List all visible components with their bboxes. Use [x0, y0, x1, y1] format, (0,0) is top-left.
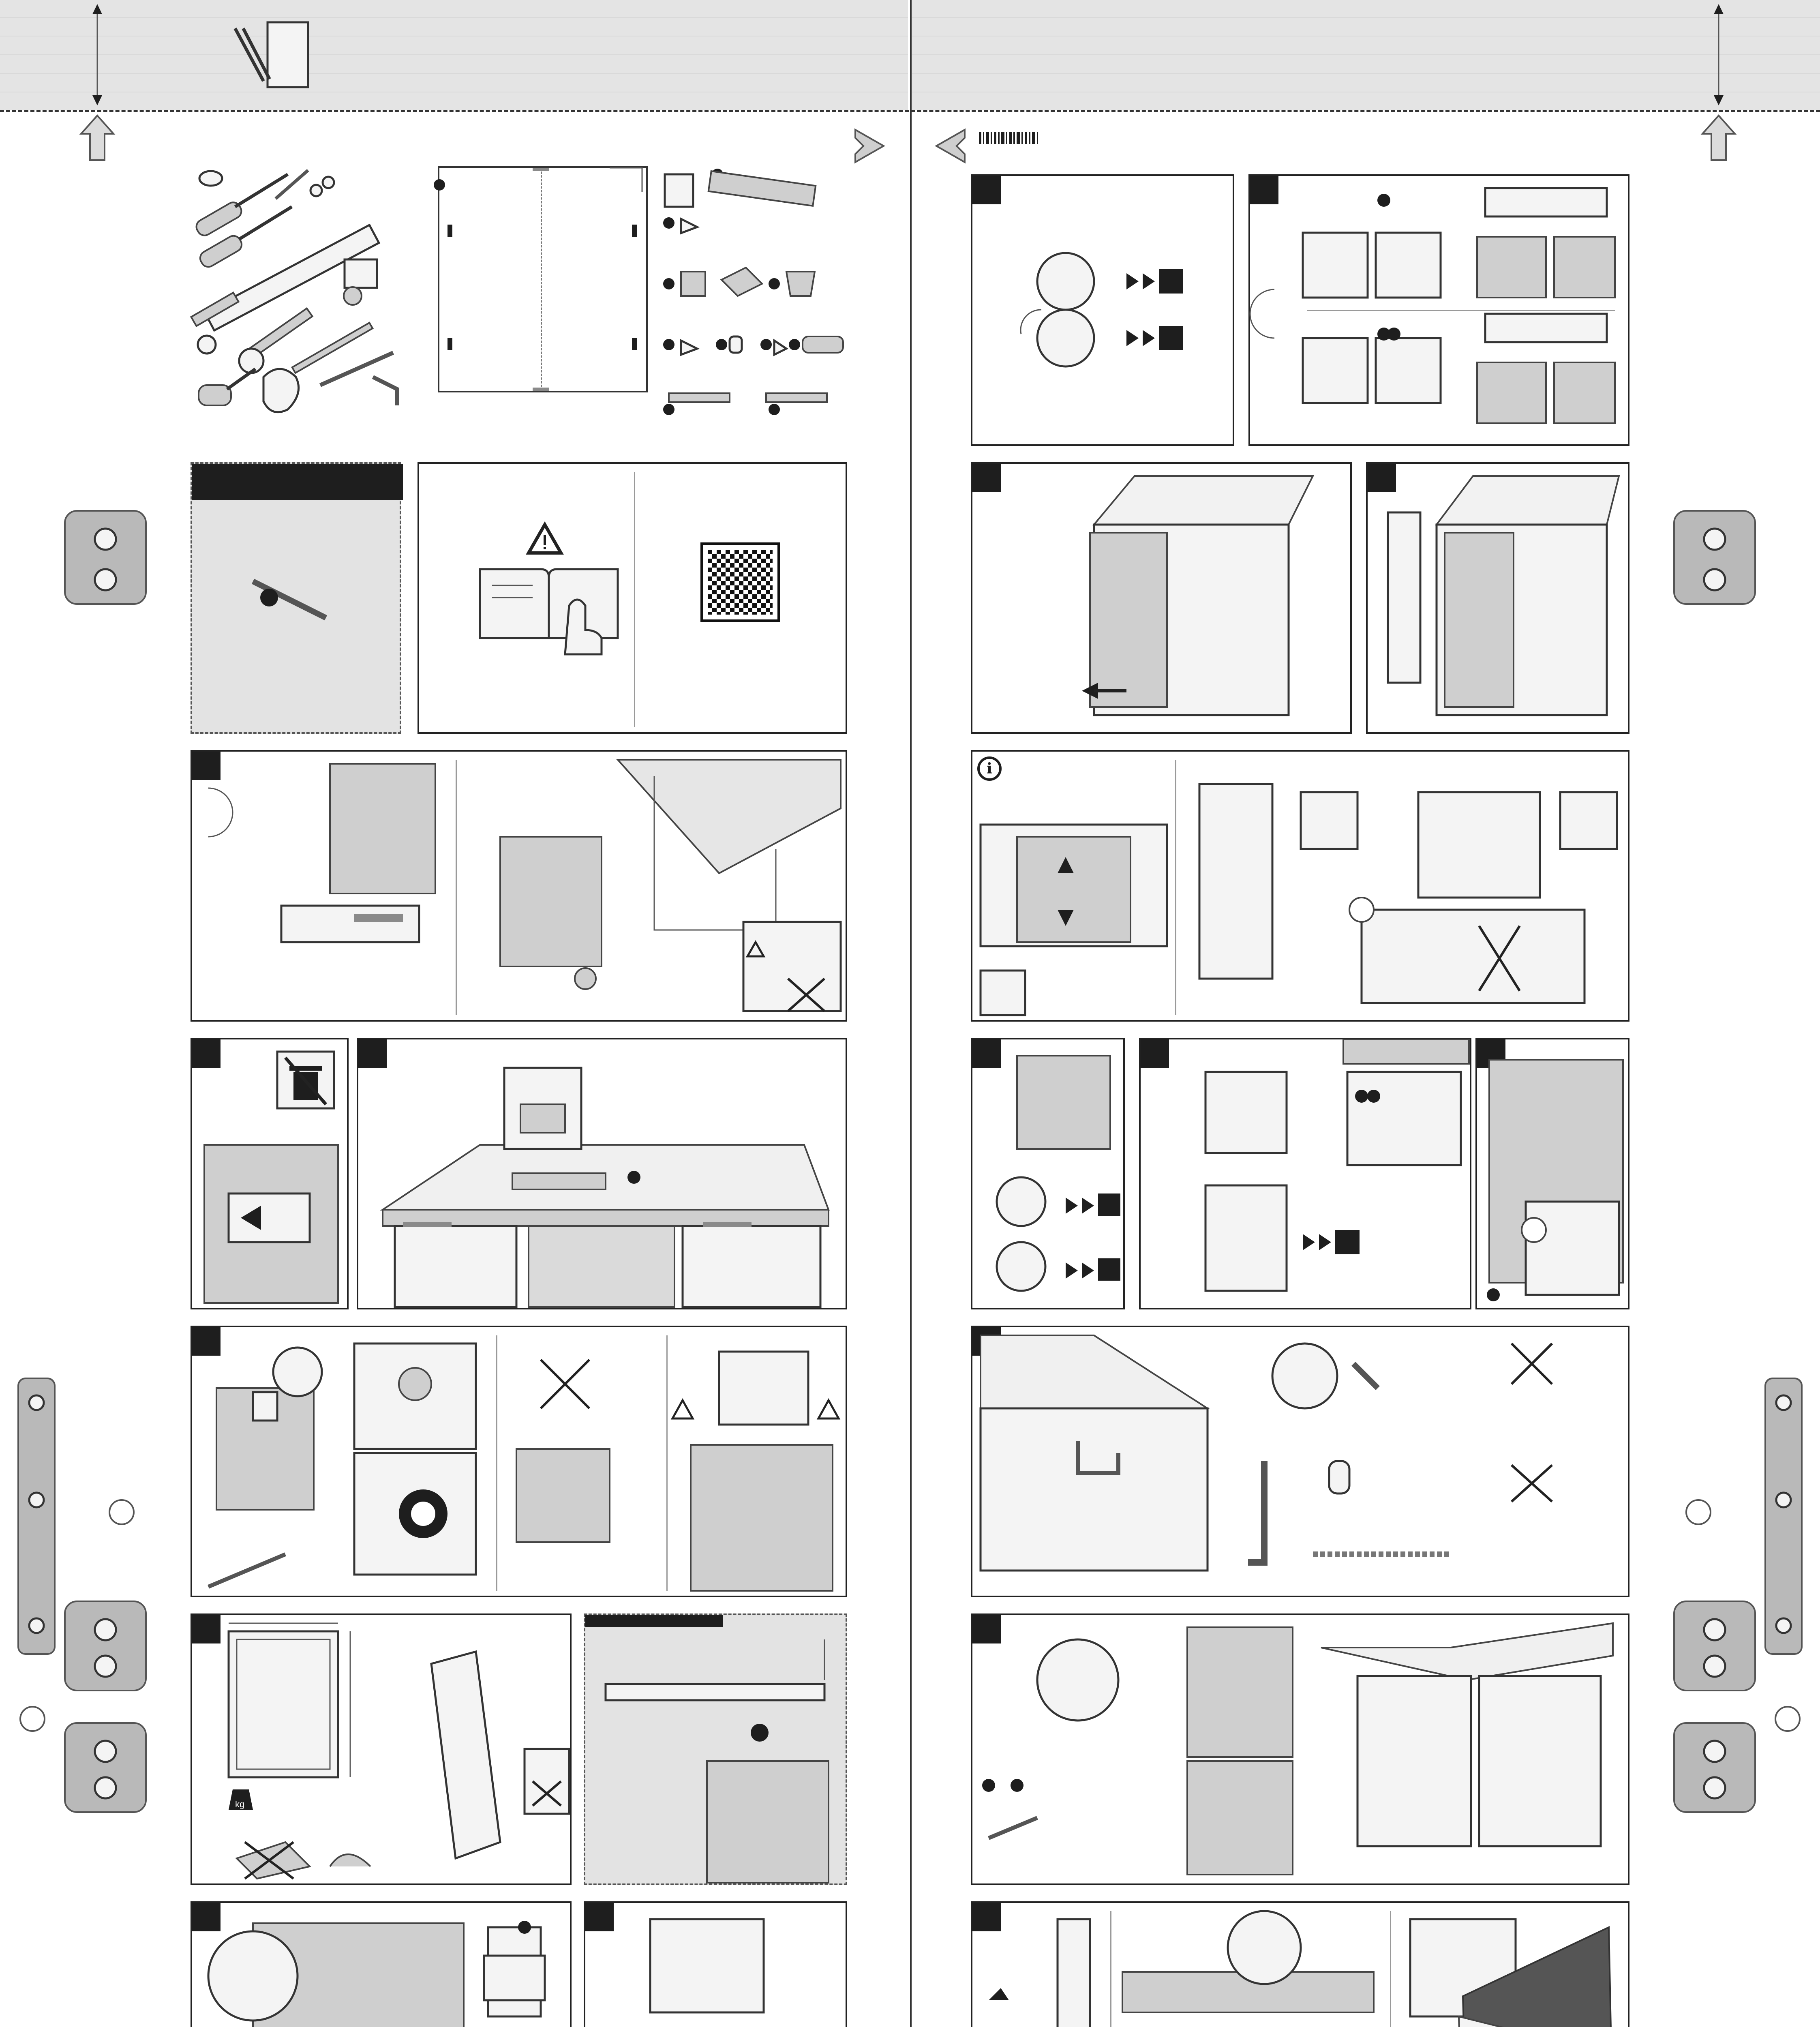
step-panel-template-strip [191, 462, 401, 734]
water-connection-illustration [972, 1327, 1631, 1599]
step-panel-template-fix [584, 1901, 847, 2027]
svg-text:kg: kg [235, 1799, 245, 1809]
alignment-illustration [972, 1615, 1631, 1887]
step-panel-check-type [971, 174, 1234, 446]
niche-illustration [192, 752, 849, 1023]
height-adjust-illustration [192, 1327, 849, 1599]
template-marks [439, 168, 646, 391]
hinge-spring-illustration [1250, 176, 1631, 448]
step-panel-alignment [971, 1613, 1629, 1885]
step-panel-height-grey [584, 1613, 847, 1885]
step-panel-appliance-insert-2 [1366, 462, 1629, 734]
step-panel-height-adjust [191, 1326, 847, 1597]
tools-illustration [182, 158, 426, 418]
step-panel-hinge-spring [1248, 174, 1629, 446]
fold-line [910, 0, 912, 2027]
appliance-insert-illustration [972, 464, 1353, 735]
step-panel-side-panel [971, 1038, 1125, 1309]
level-illustration [972, 1903, 1631, 2027]
step-panel-packaging [191, 1038, 349, 1309]
door-adjust-illustration [972, 752, 1631, 1023]
parts-list [657, 158, 884, 422]
kg-weight-icon [229, 1789, 253, 1810]
step-panel-gap [1139, 1038, 1471, 1309]
step-panel-niche [191, 750, 847, 1022]
appliance-insert-2-illustration [1368, 464, 1631, 735]
header-graphics [0, 0, 1820, 170]
step-panel-hinge-cut [191, 1901, 572, 2027]
side-markers-right [1650, 0, 1820, 2027]
step-panel-level [971, 1901, 1629, 2027]
packaging-illustration [192, 1039, 350, 1311]
manual-book-icon [472, 525, 683, 727]
step-panel-door-weight [191, 1613, 572, 1885]
fix-screws-illustration [1477, 1039, 1631, 1311]
side-markers-left [0, 0, 170, 2027]
barcode-icon [979, 132, 1038, 144]
height-grey-illustration [585, 1615, 849, 1887]
template-sheet [438, 166, 648, 392]
check-type-illustration [972, 176, 1236, 448]
step-panel-fix-screws [1475, 1038, 1629, 1309]
strip-illustration [192, 464, 403, 735]
door-weight-illustration [192, 1615, 573, 1887]
gap-illustration [1141, 1039, 1473, 1311]
step-panel-manual [418, 462, 847, 734]
info-icon: i [977, 756, 1002, 781]
step-panel-vapour-strip [357, 1038, 847, 1309]
qr-code-icon [703, 545, 777, 619]
template-fix-illustration [585, 1903, 849, 2027]
step-panel-appliance-insert [971, 462, 1352, 734]
vapour-strip-illustration [358, 1039, 849, 1311]
manual-fold-icon [235, 22, 308, 87]
step-panel-water-connection [971, 1326, 1629, 1597]
fold-arrows-top [855, 130, 965, 162]
hinge-cut-illustration [192, 1903, 573, 2027]
side-panel-illustration [972, 1039, 1126, 1311]
step-panel-door-adjust [971, 750, 1629, 1022]
